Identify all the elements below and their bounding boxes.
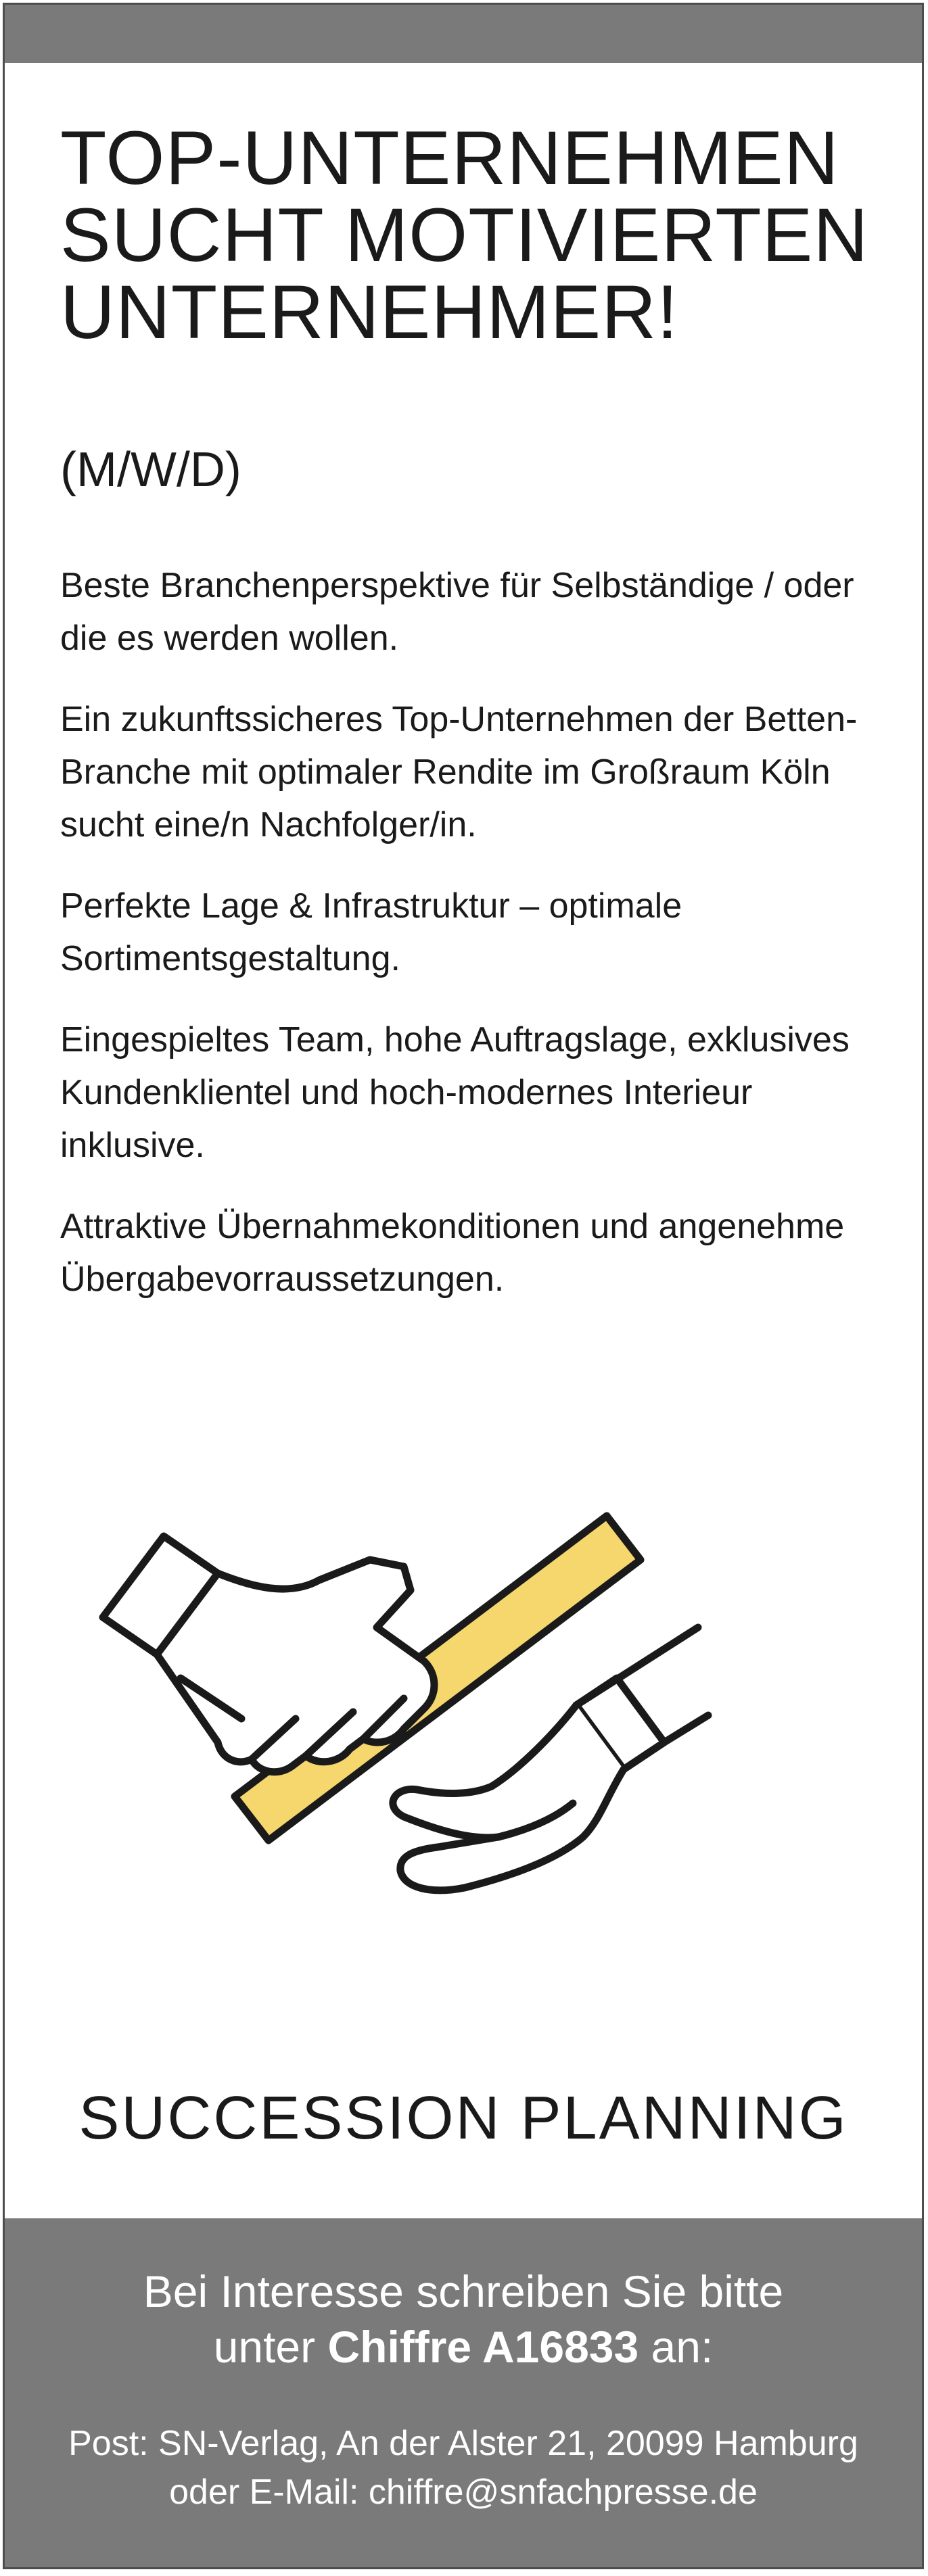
chiffre-code: Chiffre A16833: [327, 2322, 639, 2372]
gender-note: (M/W/D): [60, 443, 241, 497]
right-hand: [393, 1705, 624, 1890]
footer-intro: Bei Interesse schreiben Sie bitte: [143, 2266, 784, 2316]
tagline: SUCCESSION PLANNING: [78, 2084, 848, 2152]
footer-chiffre-line: [5, 2320, 922, 2374]
postal-address: Post: SN-Verlag, An der Alster 21, 20099 Hamburg: [68, 2424, 858, 2463]
headline: [60, 116, 872, 354]
paragraph-company: Ein zukunftssicheres Top-Unternehmen der Betten-Branche mit optimaler Rendite im Großraum Köln sucht eine/n Nachfolger/in.: [60, 700, 858, 844]
paragraph-perspective: Beste Branchenperspektive für Selbständige / oder die es werden wollen.: [60, 566, 854, 658]
email-address[interactable]: oder E-Mail: chiffre@snfachpresse.de: [169, 2473, 758, 2512]
ad-body: [60, 559, 872, 1334]
contact-footer: [5, 2218, 922, 2567]
paragraph-conditions: Attraktive Übernahmekonditionen und angenehme Übergabevorraussetzungen.: [60, 1207, 845, 1299]
advertisement: [3, 3, 924, 2569]
headline-line-3: UNTERNEHMER!: [60, 270, 679, 354]
headline-line-2: SUCHT MOTIVIERTEN: [60, 193, 869, 277]
baton-handover-icon: [86, 1452, 762, 1979]
headline-line-1: TOP-UNTERNEHMEN: [60, 116, 839, 200]
footer-chiffre-suffix: an:: [639, 2322, 714, 2372]
top-bar: [5, 5, 922, 63]
footer-chiffre-prefix: unter: [213, 2322, 328, 2372]
paragraph-team: Eingespieltes Team, hohe Auftragslage, exklusives Kundenklientel und hoch-modernes Interieur inklusive.: [60, 1020, 850, 1165]
paragraph-location: Perfekte Lage & Infrastruktur – optimale Sortimentsgestaltung.: [60, 886, 682, 978]
